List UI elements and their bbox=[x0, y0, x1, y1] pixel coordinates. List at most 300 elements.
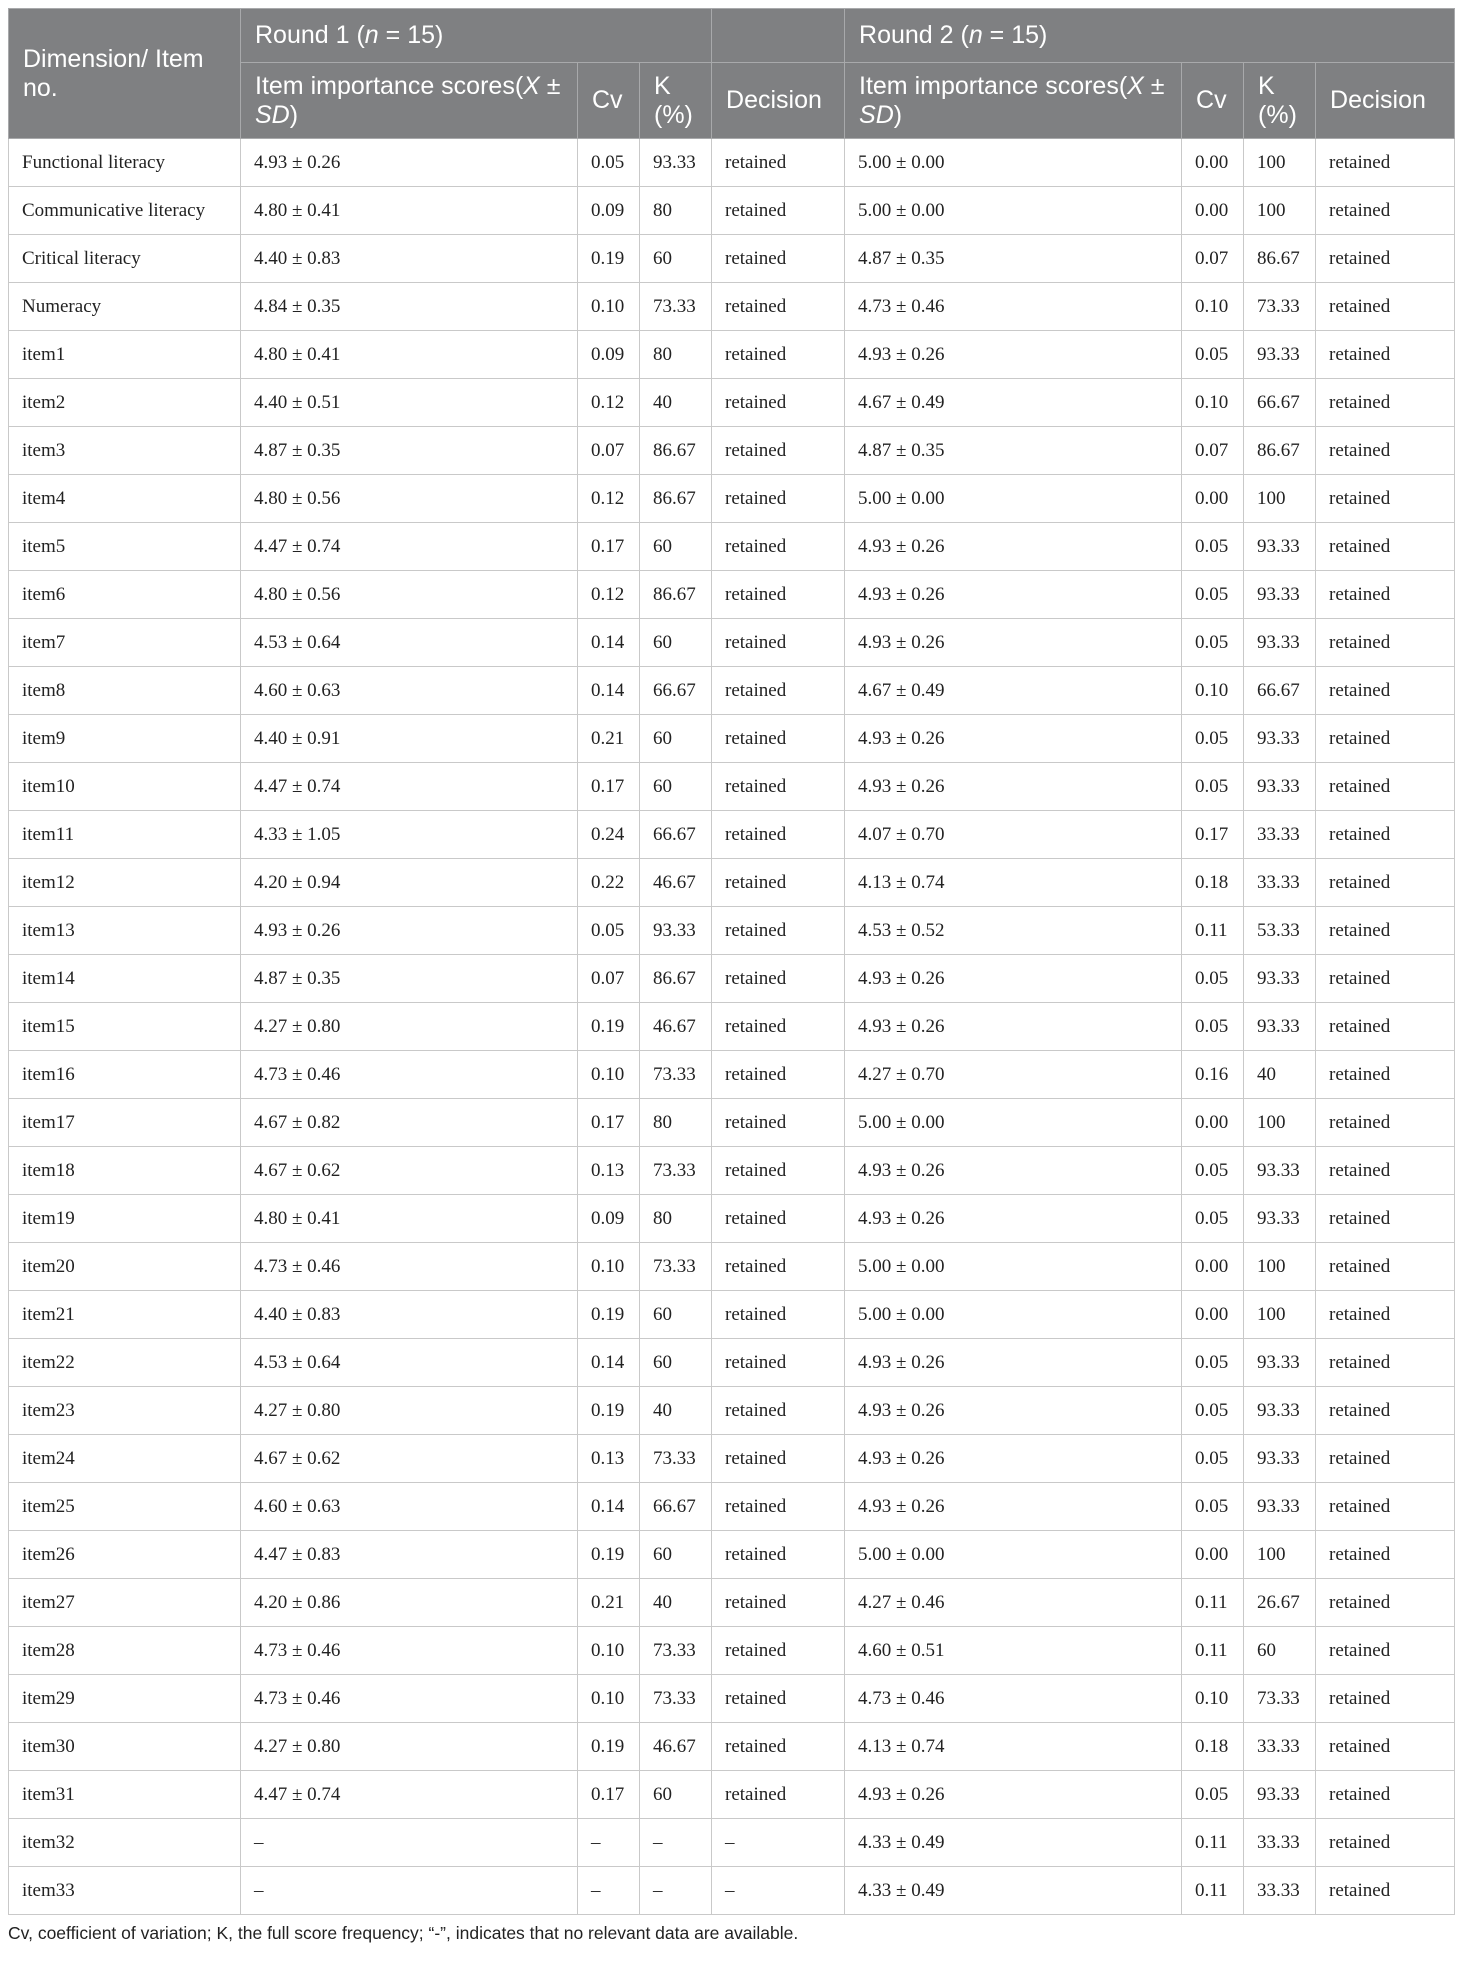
round1-k-cell: 66.67 bbox=[640, 1483, 712, 1531]
round2-score-cell: 4.73 ± 0.46 bbox=[845, 283, 1182, 331]
round1-score-cell: 4.27 ± 0.80 bbox=[241, 1387, 578, 1435]
round1-k-cell: 66.67 bbox=[640, 811, 712, 859]
round1-k-cell: 46.67 bbox=[640, 1723, 712, 1771]
row-label-cell: item19 bbox=[9, 1195, 241, 1243]
round1-k-cell: 60 bbox=[640, 1339, 712, 1387]
round2-decision-cell: retained bbox=[1316, 1003, 1455, 1051]
table-row bbox=[9, 619, 1455, 667]
round2-cv-cell: 0.10 bbox=[1182, 283, 1244, 331]
round1-cv-cell: 0.19 bbox=[578, 1723, 640, 1771]
row-label-cell: Communicative literacy bbox=[9, 187, 241, 235]
round1-decision-cell: retained bbox=[712, 619, 845, 667]
round1-k-cell: 40 bbox=[640, 379, 712, 427]
round2-k-cell: 100 bbox=[1244, 187, 1316, 235]
round1-k-cell: 60 bbox=[640, 619, 712, 667]
round2-decision-cell: retained bbox=[1316, 1723, 1455, 1771]
round2-k-cell: 26.67 bbox=[1244, 1579, 1316, 1627]
round1-k-cell: 73.33 bbox=[640, 1627, 712, 1675]
round2-score-cell: 5.00 ± 0.00 bbox=[845, 187, 1182, 235]
table-row bbox=[9, 283, 1455, 331]
round1-score-cell: 4.84 ± 0.35 bbox=[241, 283, 578, 331]
round2-k-cell: 93.33 bbox=[1244, 1387, 1316, 1435]
round2-cv-cell: 0.00 bbox=[1182, 1531, 1244, 1579]
round1-score-cell: 4.33 ± 1.05 bbox=[241, 811, 578, 859]
round1-cv-cell: 0.10 bbox=[578, 1627, 640, 1675]
round1-score-cell: 4.67 ± 0.62 bbox=[241, 1435, 578, 1483]
table-row bbox=[9, 571, 1455, 619]
round2-cv-cell: 0.05 bbox=[1182, 523, 1244, 571]
row-label-cell: item14 bbox=[9, 955, 241, 1003]
round2-score-cell: 4.67 ± 0.49 bbox=[845, 379, 1182, 427]
round1-k-cell: 86.67 bbox=[640, 427, 712, 475]
table-row bbox=[9, 1291, 1455, 1339]
round1-cv-cell: 0.21 bbox=[578, 715, 640, 763]
round1-decision-cell: retained bbox=[712, 811, 845, 859]
table-row bbox=[9, 187, 1455, 235]
round1-score-cell: 4.93 ± 0.26 bbox=[241, 139, 578, 187]
round1-decision-cell: retained bbox=[712, 1675, 845, 1723]
round2-score-cell: 4.87 ± 0.35 bbox=[845, 427, 1182, 475]
round1-score-cell: 4.47 ± 0.74 bbox=[241, 763, 578, 811]
table-footnote: Cv, coefficient of variation; K, the full score frequency; “-”, indicates that no relevant data are available. bbox=[8, 1923, 799, 1943]
round2-score-cell: 4.53 ± 0.52 bbox=[845, 907, 1182, 955]
round2-cv-cell: 0.00 bbox=[1182, 1291, 1244, 1339]
round2-decision-cell: retained bbox=[1316, 139, 1455, 187]
round2-cv-cell: 0.11 bbox=[1182, 1627, 1244, 1675]
table-row bbox=[9, 523, 1455, 571]
round1-k-header: K (%) bbox=[640, 63, 712, 139]
table-row bbox=[9, 1579, 1455, 1627]
round1-cv-cell: 0.19 bbox=[578, 1531, 640, 1579]
round1-decision-cell: retained bbox=[712, 235, 845, 283]
round2-k-cell: 73.33 bbox=[1244, 1675, 1316, 1723]
row-label-cell: item1 bbox=[9, 331, 241, 379]
round2-cv-cell: 0.10 bbox=[1182, 1675, 1244, 1723]
round2-cv-cell: 0.00 bbox=[1182, 1243, 1244, 1291]
row-label-cell: item29 bbox=[9, 1675, 241, 1723]
round1-decision-cell: retained bbox=[712, 1723, 845, 1771]
round2-cv-cell: 0.17 bbox=[1182, 811, 1244, 859]
round2-cv-cell: 0.10 bbox=[1182, 379, 1244, 427]
table-row bbox=[9, 1099, 1455, 1147]
round1-k-cell: 93.33 bbox=[640, 139, 712, 187]
round1-score-cell: 4.20 ± 0.86 bbox=[241, 1579, 578, 1627]
round2-decision-cell: retained bbox=[1316, 1243, 1455, 1291]
round2-cv-cell: 0.05 bbox=[1182, 715, 1244, 763]
table-row bbox=[9, 1339, 1455, 1387]
round1-cv-cell: 0.07 bbox=[578, 427, 640, 475]
round1-header-spacer bbox=[712, 9, 845, 63]
round2-k-cell: 93.33 bbox=[1244, 1483, 1316, 1531]
round2-decision-cell: retained bbox=[1316, 811, 1455, 859]
round2-decision-cell: retained bbox=[1316, 1483, 1455, 1531]
round1-cv-cell: 0.19 bbox=[578, 1291, 640, 1339]
round1-k-cell: 60 bbox=[640, 235, 712, 283]
row-label-cell: item4 bbox=[9, 475, 241, 523]
round2-score-cell: 4.93 ± 0.26 bbox=[845, 1003, 1182, 1051]
round2-header: Round 2 (n = 15) bbox=[845, 9, 1455, 63]
round2-k-header: K (%) bbox=[1244, 63, 1316, 139]
table-row bbox=[9, 1387, 1455, 1435]
round1-k-cell: 80 bbox=[640, 1099, 712, 1147]
table-row bbox=[9, 1531, 1455, 1579]
round1-k-cell: 60 bbox=[640, 1771, 712, 1819]
row-label-cell: item6 bbox=[9, 571, 241, 619]
round1-score-cell: 4.73 ± 0.46 bbox=[241, 1051, 578, 1099]
round2-score-cell: 5.00 ± 0.00 bbox=[845, 1243, 1182, 1291]
round1-decision-cell: retained bbox=[712, 379, 845, 427]
round1-k-cell: 46.67 bbox=[640, 1003, 712, 1051]
round2-decision-cell: retained bbox=[1316, 1291, 1455, 1339]
round2-k-cell: 93.33 bbox=[1244, 715, 1316, 763]
round2-score-cell: 4.93 ± 0.26 bbox=[845, 1771, 1182, 1819]
round1-cv-cell: 0.19 bbox=[578, 1003, 640, 1051]
round1-decision-cell: retained bbox=[712, 1771, 845, 1819]
row-label-cell: item28 bbox=[9, 1627, 241, 1675]
round1-score-cell: 4.80 ± 0.41 bbox=[241, 1195, 578, 1243]
round2-score-cell: 4.27 ± 0.70 bbox=[845, 1051, 1182, 1099]
round1-decision-cell: retained bbox=[712, 475, 845, 523]
round1-k-cell: – bbox=[640, 1867, 712, 1915]
round1-decision-cell: – bbox=[712, 1819, 845, 1867]
row-label-cell: item5 bbox=[9, 523, 241, 571]
row-label-cell: item23 bbox=[9, 1387, 241, 1435]
round1-decision-cell: retained bbox=[712, 955, 845, 1003]
round1-k-cell: 80 bbox=[640, 331, 712, 379]
round1-cv-cell: 0.22 bbox=[578, 859, 640, 907]
round2-k-cell: 86.67 bbox=[1244, 427, 1316, 475]
round2-cv-cell: 0.05 bbox=[1182, 1483, 1244, 1531]
round1-cv-cell: 0.17 bbox=[578, 1099, 640, 1147]
round1-score-cell: 4.53 ± 0.64 bbox=[241, 1339, 578, 1387]
row-label-cell: Critical literacy bbox=[9, 235, 241, 283]
round1-k-cell: 60 bbox=[640, 523, 712, 571]
table-row bbox=[9, 235, 1455, 283]
round1-score-header: Item importance scores(X ± SD) bbox=[241, 63, 578, 139]
round1-cv-cell: 0.13 bbox=[578, 1147, 640, 1195]
round2-score-cell: 4.27 ± 0.46 bbox=[845, 1579, 1182, 1627]
table-row bbox=[9, 1195, 1455, 1243]
table-row bbox=[9, 715, 1455, 763]
round1-decision-cell: retained bbox=[712, 427, 845, 475]
table-row bbox=[9, 475, 1455, 523]
round1-k-cell: 60 bbox=[640, 1531, 712, 1579]
round2-cv-cell: 0.05 bbox=[1182, 331, 1244, 379]
round2-score-cell: 5.00 ± 0.00 bbox=[845, 139, 1182, 187]
round1-decision-cell: retained bbox=[712, 1147, 845, 1195]
round2-cv-cell: 0.05 bbox=[1182, 1003, 1244, 1051]
round2-k-cell: 93.33 bbox=[1244, 523, 1316, 571]
round1-decision-cell: retained bbox=[712, 907, 845, 955]
header-row-1 bbox=[9, 9, 1455, 63]
round2-score-cell: 4.87 ± 0.35 bbox=[845, 235, 1182, 283]
round1-score-cell: 4.73 ± 0.46 bbox=[241, 1675, 578, 1723]
round2-k-cell: 93.33 bbox=[1244, 1435, 1316, 1483]
round2-decision-cell: retained bbox=[1316, 1771, 1455, 1819]
round2-k-cell: 33.33 bbox=[1244, 1723, 1316, 1771]
round2-score-cell: 4.93 ± 0.26 bbox=[845, 331, 1182, 379]
round2-cv-cell: 0.05 bbox=[1182, 955, 1244, 1003]
row-label-cell: Numeracy bbox=[9, 283, 241, 331]
round1-score-cell: 4.80 ± 0.56 bbox=[241, 475, 578, 523]
round2-score-cell: 4.93 ± 0.26 bbox=[845, 715, 1182, 763]
round2-cv-cell: 0.05 bbox=[1182, 1387, 1244, 1435]
round2-k-cell: 66.67 bbox=[1244, 667, 1316, 715]
round1-k-cell: – bbox=[640, 1819, 712, 1867]
round2-k-cell: 100 bbox=[1244, 1243, 1316, 1291]
round2-decision-cell: retained bbox=[1316, 283, 1455, 331]
row-label-cell: item32 bbox=[9, 1819, 241, 1867]
round1-decision-cell: retained bbox=[712, 1435, 845, 1483]
round1-cv-cell: 0.09 bbox=[578, 1195, 640, 1243]
round2-k-cell: 66.67 bbox=[1244, 379, 1316, 427]
row-label-cell: Functional literacy bbox=[9, 139, 241, 187]
round1-score-cell: 4.60 ± 0.63 bbox=[241, 667, 578, 715]
row-label-cell: item15 bbox=[9, 1003, 241, 1051]
round2-score-cell: 4.93 ± 0.26 bbox=[845, 1195, 1182, 1243]
round2-score-cell: 4.93 ± 0.26 bbox=[845, 1147, 1182, 1195]
round2-cv-cell: 0.00 bbox=[1182, 475, 1244, 523]
round2-decision-cell: retained bbox=[1316, 1387, 1455, 1435]
round2-k-cell: 93.33 bbox=[1244, 1147, 1316, 1195]
row-label-cell: item2 bbox=[9, 379, 241, 427]
round2-k-cell: 93.33 bbox=[1244, 331, 1316, 379]
table-row bbox=[9, 379, 1455, 427]
round2-score-cell: 4.60 ± 0.51 bbox=[845, 1627, 1182, 1675]
round1-decision-cell: retained bbox=[712, 715, 845, 763]
round1-k-cell: 60 bbox=[640, 1291, 712, 1339]
table-row bbox=[9, 1435, 1455, 1483]
table-row bbox=[9, 139, 1455, 187]
row-label-cell: item26 bbox=[9, 1531, 241, 1579]
round1-score-cell: 4.73 ± 0.46 bbox=[241, 1627, 578, 1675]
round2-decision-cell: retained bbox=[1316, 331, 1455, 379]
round2-cv-cell: 0.11 bbox=[1182, 907, 1244, 955]
round1-score-cell: 4.47 ± 0.83 bbox=[241, 1531, 578, 1579]
round1-k-cell: 73.33 bbox=[640, 1435, 712, 1483]
table-row bbox=[9, 859, 1455, 907]
round1-decision-cell: retained bbox=[712, 1243, 845, 1291]
row-label-cell: item12 bbox=[9, 859, 241, 907]
round2-decision-cell: retained bbox=[1316, 187, 1455, 235]
round2-k-cell: 33.33 bbox=[1244, 811, 1316, 859]
round1-cv-cell: 0.10 bbox=[578, 1243, 640, 1291]
round1-score-cell: 4.87 ± 0.35 bbox=[241, 427, 578, 475]
round2-decision-cell: retained bbox=[1316, 1435, 1455, 1483]
table-row bbox=[9, 1819, 1455, 1867]
round2-cv-cell: 0.16 bbox=[1182, 1051, 1244, 1099]
row-label-cell: item24 bbox=[9, 1435, 241, 1483]
round2-decision-cell: retained bbox=[1316, 379, 1455, 427]
round1-decision-cell: retained bbox=[712, 859, 845, 907]
round2-decision-cell: retained bbox=[1316, 427, 1455, 475]
round2-k-cell: 100 bbox=[1244, 475, 1316, 523]
round1-cv-cell: 0.17 bbox=[578, 1771, 640, 1819]
table-row bbox=[9, 1243, 1455, 1291]
round2-cv-cell: 0.05 bbox=[1182, 1339, 1244, 1387]
round2-decision-cell: retained bbox=[1316, 1195, 1455, 1243]
round1-score-cell: 4.40 ± 0.51 bbox=[241, 379, 578, 427]
round1-header: Round 1 (n = 15) bbox=[241, 9, 712, 63]
round2-cv-cell: 0.05 bbox=[1182, 763, 1244, 811]
round2-decision-cell: retained bbox=[1316, 1627, 1455, 1675]
round2-decision-cell: retained bbox=[1316, 235, 1455, 283]
table-row bbox=[9, 1003, 1455, 1051]
round2-score-cell: 4.13 ± 0.74 bbox=[845, 859, 1182, 907]
round1-score-cell: 4.40 ± 0.83 bbox=[241, 235, 578, 283]
round1-decision-cell: retained bbox=[712, 1627, 845, 1675]
round1-score-cell: 4.60 ± 0.63 bbox=[241, 1483, 578, 1531]
round2-k-cell: 33.33 bbox=[1244, 1819, 1316, 1867]
round2-decision-cell: retained bbox=[1316, 475, 1455, 523]
row-label-cell: item8 bbox=[9, 667, 241, 715]
round2-score-cell: 4.93 ± 0.26 bbox=[845, 1339, 1182, 1387]
table-row bbox=[9, 955, 1455, 1003]
round1-score-cell: 4.80 ± 0.56 bbox=[241, 571, 578, 619]
table-row bbox=[9, 331, 1455, 379]
round1-k-cell: 40 bbox=[640, 1387, 712, 1435]
row-label-cell: item17 bbox=[9, 1099, 241, 1147]
round1-cv-cell: 0.14 bbox=[578, 1483, 640, 1531]
round2-k-cell: 100 bbox=[1244, 1291, 1316, 1339]
round1-score-cell: 4.20 ± 0.94 bbox=[241, 859, 578, 907]
round2-cv-cell: 0.05 bbox=[1182, 1195, 1244, 1243]
round1-k-cell: 66.67 bbox=[640, 667, 712, 715]
round1-decision-cell: retained bbox=[712, 331, 845, 379]
round2-k-cell: 100 bbox=[1244, 139, 1316, 187]
table-row bbox=[9, 1771, 1455, 1819]
round2-cv-cell: 0.00 bbox=[1182, 187, 1244, 235]
round2-cv-cell: 0.11 bbox=[1182, 1867, 1244, 1915]
round2-cv-cell: 0.18 bbox=[1182, 1723, 1244, 1771]
round1-score-cell: 4.40 ± 0.91 bbox=[241, 715, 578, 763]
round2-score-cell: 4.73 ± 0.46 bbox=[845, 1675, 1182, 1723]
round2-cv-cell: 0.05 bbox=[1182, 571, 1244, 619]
round1-cv-cell: 0.09 bbox=[578, 187, 640, 235]
table-row bbox=[9, 1147, 1455, 1195]
round1-score-cell: 4.27 ± 0.80 bbox=[241, 1723, 578, 1771]
round2-decision-cell: retained bbox=[1316, 523, 1455, 571]
round2-decision-header: Decision bbox=[1316, 63, 1455, 139]
round2-decision-cell: retained bbox=[1316, 1819, 1455, 1867]
round2-score-cell: 4.93 ± 0.26 bbox=[845, 763, 1182, 811]
delphi-results-table bbox=[8, 8, 1455, 1915]
round2-score-cell: 4.93 ± 0.26 bbox=[845, 619, 1182, 667]
table-row bbox=[9, 1627, 1455, 1675]
round2-k-cell: 100 bbox=[1244, 1099, 1316, 1147]
round2-k-cell: 100 bbox=[1244, 1531, 1316, 1579]
round1-cv-cell: 0.13 bbox=[578, 1435, 640, 1483]
round1-k-cell: 40 bbox=[640, 1579, 712, 1627]
round2-cv-cell: 0.05 bbox=[1182, 1147, 1244, 1195]
round2-k-cell: 33.33 bbox=[1244, 1867, 1316, 1915]
round2-score-cell: 5.00 ± 0.00 bbox=[845, 475, 1182, 523]
round2-cv-cell: 0.18 bbox=[1182, 859, 1244, 907]
round1-cv-cell: 0.24 bbox=[578, 811, 640, 859]
round2-decision-cell: retained bbox=[1316, 1579, 1455, 1627]
round1-score-cell: – bbox=[241, 1867, 578, 1915]
round1-cv-cell: 0.05 bbox=[578, 139, 640, 187]
round2-k-cell: 93.33 bbox=[1244, 955, 1316, 1003]
round2-cv-cell: 0.00 bbox=[1182, 139, 1244, 187]
round2-k-cell: 93.33 bbox=[1244, 619, 1316, 667]
round1-k-cell: 60 bbox=[640, 715, 712, 763]
table-row bbox=[9, 1051, 1455, 1099]
round2-decision-cell: retained bbox=[1316, 715, 1455, 763]
table-body bbox=[9, 139, 1455, 1915]
round2-score-cell: 4.33 ± 0.49 bbox=[845, 1867, 1182, 1915]
round1-cv-cell: 0.05 bbox=[578, 907, 640, 955]
round2-score-cell: 5.00 ± 0.00 bbox=[845, 1531, 1182, 1579]
round2-k-cell: 73.33 bbox=[1244, 283, 1316, 331]
round2-k-cell: 86.67 bbox=[1244, 235, 1316, 283]
round1-decision-header: Decision bbox=[712, 63, 845, 139]
round2-cv-cell: 0.07 bbox=[1182, 235, 1244, 283]
round2-cv-cell: 0.11 bbox=[1182, 1819, 1244, 1867]
round1-cv-cell: 0.10 bbox=[578, 283, 640, 331]
round2-decision-cell: retained bbox=[1316, 1867, 1455, 1915]
row-label-cell: item18 bbox=[9, 1147, 241, 1195]
round1-score-cell: 4.40 ± 0.83 bbox=[241, 1291, 578, 1339]
table-container bbox=[8, 8, 1454, 1944]
round1-score-cell: 4.47 ± 0.74 bbox=[241, 523, 578, 571]
row-label-cell: item7 bbox=[9, 619, 241, 667]
round1-k-cell: 73.33 bbox=[640, 1675, 712, 1723]
row-label-cell: item27 bbox=[9, 1579, 241, 1627]
table-row bbox=[9, 1675, 1455, 1723]
round2-decision-cell: retained bbox=[1316, 1675, 1455, 1723]
round1-cv-cell: 0.12 bbox=[578, 475, 640, 523]
round1-decision-cell: retained bbox=[712, 763, 845, 811]
round1-score-cell: 4.80 ± 0.41 bbox=[241, 331, 578, 379]
round1-cv-cell: 0.17 bbox=[578, 763, 640, 811]
round1-decision-cell: retained bbox=[712, 1339, 845, 1387]
round1-cv-cell: 0.14 bbox=[578, 667, 640, 715]
round1-score-cell: 4.93 ± 0.26 bbox=[241, 907, 578, 955]
round2-cv-cell: 0.10 bbox=[1182, 667, 1244, 715]
round2-cv-cell: 0.07 bbox=[1182, 427, 1244, 475]
round1-decision-cell: retained bbox=[712, 283, 845, 331]
round1-decision-cell: retained bbox=[712, 187, 845, 235]
round2-decision-cell: retained bbox=[1316, 571, 1455, 619]
round1-cv-cell: 0.19 bbox=[578, 1387, 640, 1435]
round2-decision-cell: retained bbox=[1316, 1147, 1455, 1195]
row-label-cell: item30 bbox=[9, 1723, 241, 1771]
round2-cv-cell: 0.05 bbox=[1182, 1771, 1244, 1819]
round1-score-cell: 4.67 ± 0.62 bbox=[241, 1147, 578, 1195]
round1-k-cell: 46.67 bbox=[640, 859, 712, 907]
row-label-cell: item25 bbox=[9, 1483, 241, 1531]
round2-score-header: Item importance scores(X ± SD) bbox=[845, 63, 1182, 139]
round1-decision-cell: – bbox=[712, 1867, 845, 1915]
round2-decision-cell: retained bbox=[1316, 619, 1455, 667]
round1-decision-cell: retained bbox=[712, 139, 845, 187]
round1-k-cell: 73.33 bbox=[640, 1147, 712, 1195]
round2-decision-cell: retained bbox=[1316, 1051, 1455, 1099]
round2-score-cell: 4.93 ± 0.26 bbox=[845, 1483, 1182, 1531]
round2-score-cell: 5.00 ± 0.00 bbox=[845, 1099, 1182, 1147]
table-row bbox=[9, 811, 1455, 859]
row-label-cell: item20 bbox=[9, 1243, 241, 1291]
round2-decision-cell: retained bbox=[1316, 859, 1455, 907]
table-row bbox=[9, 667, 1455, 715]
round2-k-cell: 40 bbox=[1244, 1051, 1316, 1099]
row-label-cell: item10 bbox=[9, 763, 241, 811]
round2-k-cell: 93.33 bbox=[1244, 1771, 1316, 1819]
row-label-cell: item31 bbox=[9, 1771, 241, 1819]
round1-k-cell: 86.67 bbox=[640, 955, 712, 1003]
round2-decision-cell: retained bbox=[1316, 1531, 1455, 1579]
